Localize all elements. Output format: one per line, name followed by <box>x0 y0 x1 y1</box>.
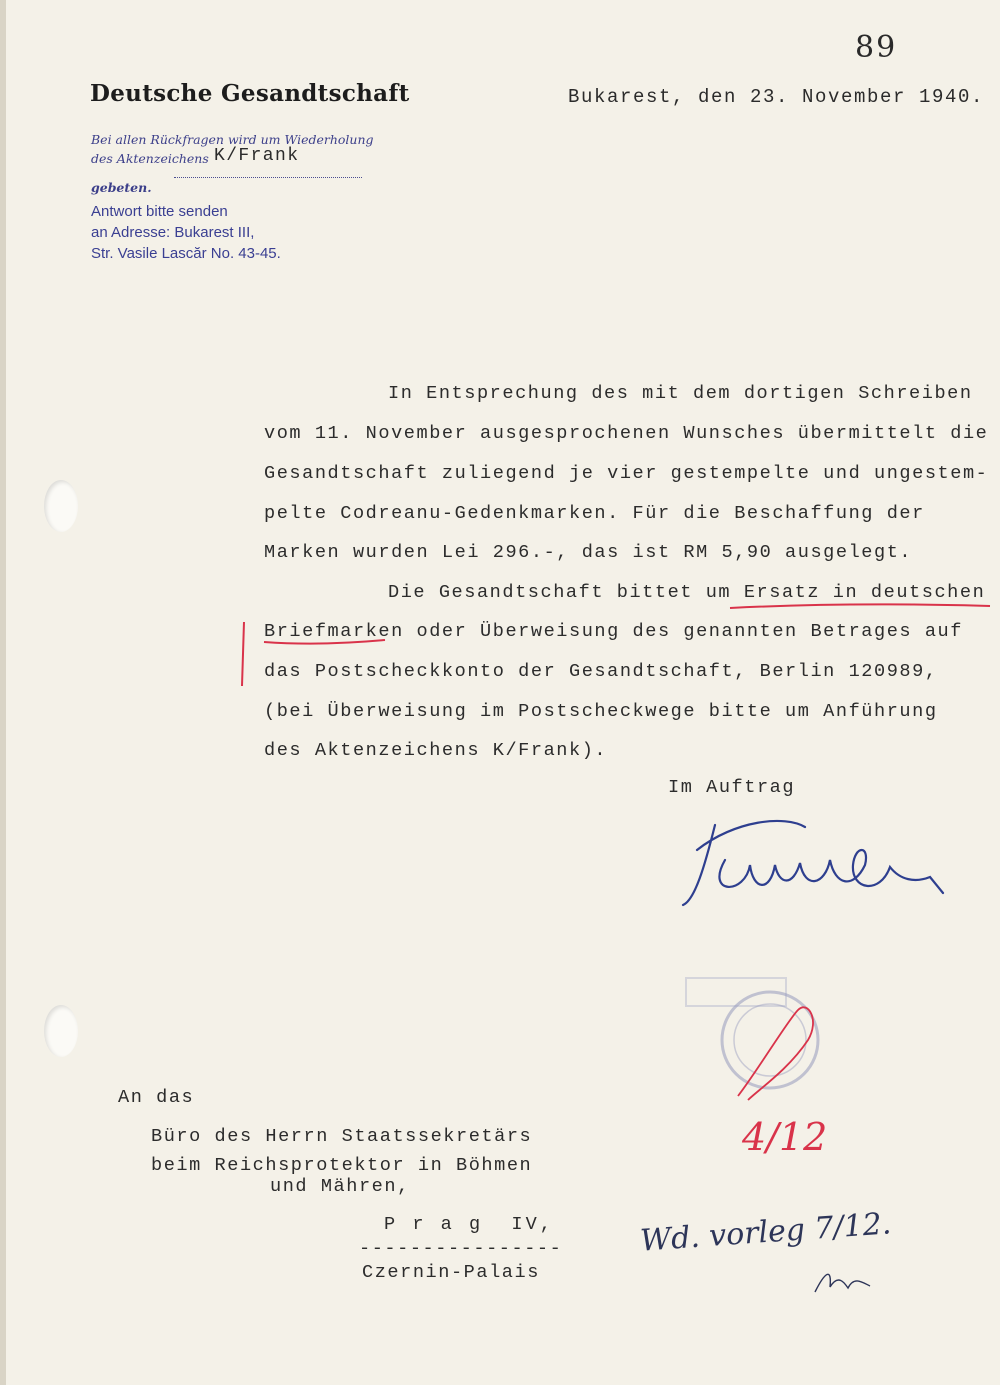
reference-number: K/Frank <box>214 146 300 166</box>
body-line-2: vom 11. November ausgesprochenen Wunsches übermittelt die <box>264 423 989 444</box>
red-underline-briefmarken <box>264 640 385 644</box>
recipient-line-2: Büro des Herrn Staatssekretärs <box>151 1126 533 1147</box>
body-line-5: Marken wurden Lei 296.-, das ist RM 5,90 ausgelegt. <box>264 542 913 563</box>
red-pencil-markings <box>230 590 1000 690</box>
reference-dotted-line <box>174 177 362 178</box>
body-line-9: (bei Überweisung im Postscheckwege bitte um Anführung <box>264 701 938 722</box>
red-margin-line <box>242 622 244 686</box>
closing: Im Auftrag <box>668 777 796 798</box>
recipient-line-1: An das <box>118 1087 195 1108</box>
reference-instruction-3: gebeten. <box>91 180 152 195</box>
signature <box>675 805 965 915</box>
recipient-divider: ---------------- <box>359 1238 563 1259</box>
red-handwritten-note: 4/12 <box>742 1115 828 1159</box>
red-check-mark <box>728 1000 868 1110</box>
paper-edge <box>0 0 6 1385</box>
body-line-3: Gesandtschaft zuliegend je vier gestempelte und ungestem- <box>264 463 989 484</box>
body-line-7: Briefmarken oder Überweisung des genannten Betrages auf <box>264 621 963 642</box>
recipient-line-3: beim Reichsprotektor in Böhmen <box>151 1155 533 1176</box>
pencil-initials <box>810 1262 890 1302</box>
folio-number: 89 <box>855 30 898 65</box>
place-date: Bukarest, den 23. November 1940. <box>568 86 985 108</box>
letterhead: Deutsche Gesandtschaft <box>90 80 410 107</box>
body-line-6: Die Gesandtschaft bittet um Ersatz in deutschen <box>388 582 986 603</box>
address-line-1: Antwort bitte senden <box>91 203 228 220</box>
recipient-building: Czernin-Palais <box>362 1262 540 1283</box>
punch-hole-bottom <box>44 1005 78 1057</box>
body-line-1: In Entsprechung des mit dem dortigen Schreiben <box>388 383 973 404</box>
reference-instruction-1: Bei allen Rückfragen wird um Wiederholung <box>91 132 374 147</box>
recipient-city: P r a g IV, <box>384 1214 554 1235</box>
body-line-10: des Aktenzeichens K/Frank). <box>264 740 608 761</box>
address-line-3: Str. Vasile Lascăr No. 43-45. <box>91 245 281 262</box>
reference-instruction-2: des Aktenzeichens <box>91 151 209 166</box>
pencil-handwritten-note: Wd. vorleg 7/12. <box>639 1206 893 1259</box>
body-line-4: pelte Codreanu-Gedenkmarken. Für die Beschaffung der <box>264 503 925 524</box>
punch-hole-top <box>44 480 78 532</box>
address-line-2: an Adresse: Bukarest III, <box>91 224 255 241</box>
recipient-line-4: und Mähren, <box>270 1176 410 1197</box>
red-underline-ersatz <box>730 604 990 608</box>
body-line-8: das Postscheckkonto der Gesandtschaft, Berlin 120989, <box>264 661 938 682</box>
